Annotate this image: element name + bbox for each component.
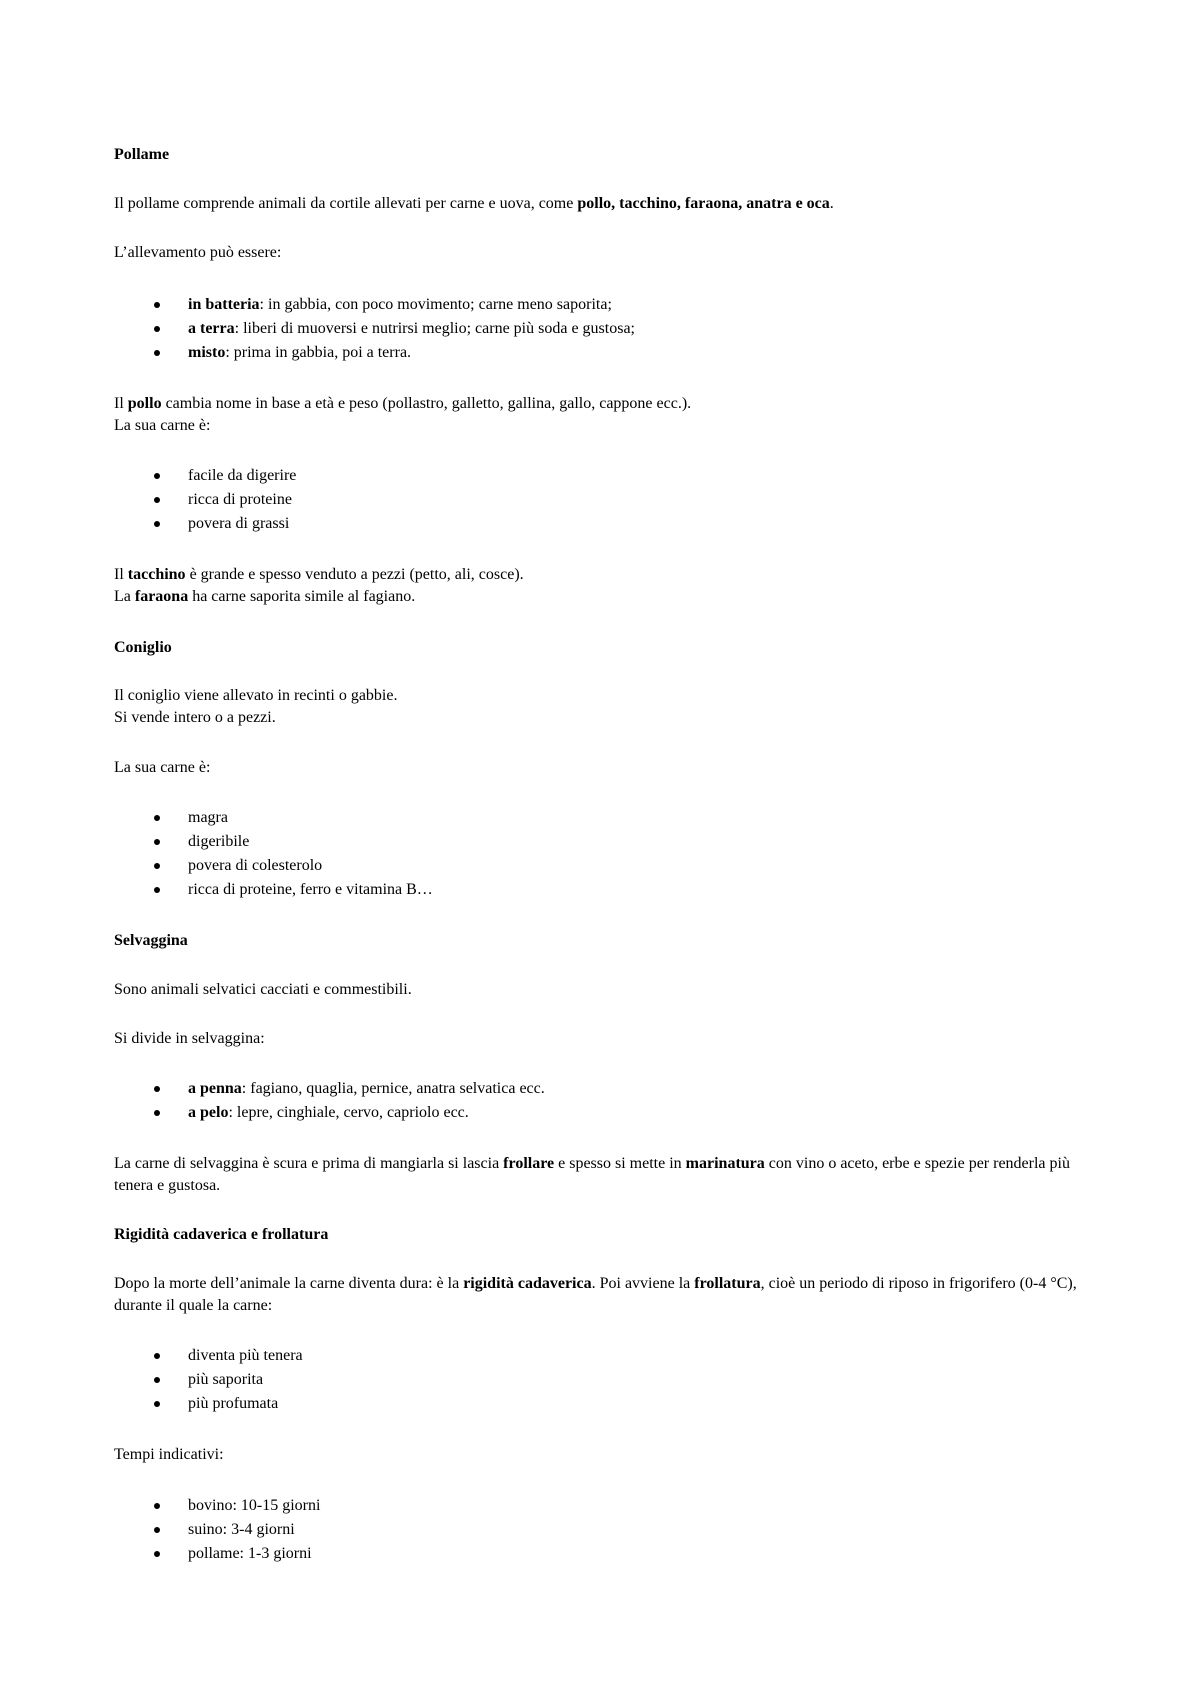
selvaggina-tipi-list (114, 1077, 1094, 1125)
section-title-pollame: Pollame (114, 146, 170, 163)
selvaggina-intro: Sono animali selvatici cacciati e commestibili. (114, 981, 412, 998)
coniglio-line-2: Si vende intero o a pezzi. (114, 709, 276, 726)
paragraph-pollame-intro: Il pollame comprende animali da cortile allevati per carne e uova, come pollo, tacchino, faraona, anatra e oca. (114, 195, 834, 212)
list-item: povera di colesterolo (114, 854, 1094, 878)
list-item: pollame: 1-3 giorni (114, 1542, 1094, 1566)
coniglio-line-1: Il coniglio viene allevato in recinti o gabbie. (114, 687, 398, 704)
list-item: più profumata (114, 1392, 1094, 1416)
paragraph-selvaggina-carne: La carne di selvaggina è scura e prima di mangiarla si lascia frollare e spesso si mette in marinatura con vino o aceto, erbe e spezie per renderla più tenera e gustosa. (114, 1155, 1070, 1194)
tempi-list (114, 1494, 1094, 1566)
list-item: facile da digerire (114, 464, 1094, 488)
list-item: a pelo: lepre, cinghiale, cervo, capriolo ecc. (114, 1101, 1094, 1125)
paragraph-pollo (114, 393, 1094, 437)
paragraph-rigidita: Dopo la morte dell’animale la carne diventa dura: è la rigidità cadaverica. Poi avviene la frollatura, cioè un periodo di riposo in frigorifero (0-4 °C), durante il quale la carne: (114, 1275, 1077, 1314)
list-item: ricca di proteine, ferro e vitamina B… (114, 878, 1094, 902)
list-item: a terra: liberi di muoversi e nutrirsi meglio; carne più soda e gustosa; (114, 317, 1094, 341)
list-item: povera di grassi (114, 512, 1094, 536)
list-item: in batteria: in gabbia, con poco movimento; carne meno saporita; (114, 293, 1094, 317)
list-item: diventa più tenera (114, 1344, 1094, 1368)
paragraph-coniglio (114, 685, 1094, 729)
list-item: misto: prima in gabbia, poi a terra. (114, 341, 1094, 365)
section-title-selvaggina: Selvaggina (114, 932, 188, 949)
frollatura-effetti-list (114, 1344, 1094, 1416)
section-title-rigidita: Rigidità cadaverica e frollatura (114, 1226, 329, 1243)
list-item: a penna: fagiano, quaglia, pernice, anatra selvatica ecc. (114, 1077, 1094, 1101)
list-item: bovino: 10-15 giorni (114, 1494, 1094, 1518)
list-item: digeribile (114, 830, 1094, 854)
faraona-line: La faraona ha carne saporita simile al fagiano. (114, 588, 416, 605)
list-item: ricca di proteine (114, 488, 1094, 512)
allevamento-list (114, 293, 1094, 365)
allevamento-label: L’allevamento può essere: (114, 244, 282, 261)
tacchino-line: Il tacchino è grande e spesso venduto a pezzi (petto, ali, cosce). (114, 566, 524, 583)
section-title-coniglio: Coniglio (114, 639, 172, 656)
pollo-line: Il pollo cambia nome in base a età e peso (pollastro, galletto, gallina, gallo, cappone ecc.). (114, 395, 692, 412)
list-item: suino: 3-4 giorni (114, 1518, 1094, 1542)
paragraph-tacchino-faraona (114, 564, 1094, 608)
tempi-label: Tempi indicativi: (114, 1446, 224, 1463)
list-item: più saporita (114, 1368, 1094, 1392)
carne-coniglio-list (114, 806, 1094, 902)
carne-label-coniglio: La sua carne è: (114, 759, 211, 776)
selvaggina-divide-label: Si divide in selvaggina: (114, 1030, 265, 1047)
list-item: magra (114, 806, 1094, 830)
carne-pollo-list (114, 464, 1094, 536)
carne-label-pollo: La sua carne è: (114, 417, 211, 434)
